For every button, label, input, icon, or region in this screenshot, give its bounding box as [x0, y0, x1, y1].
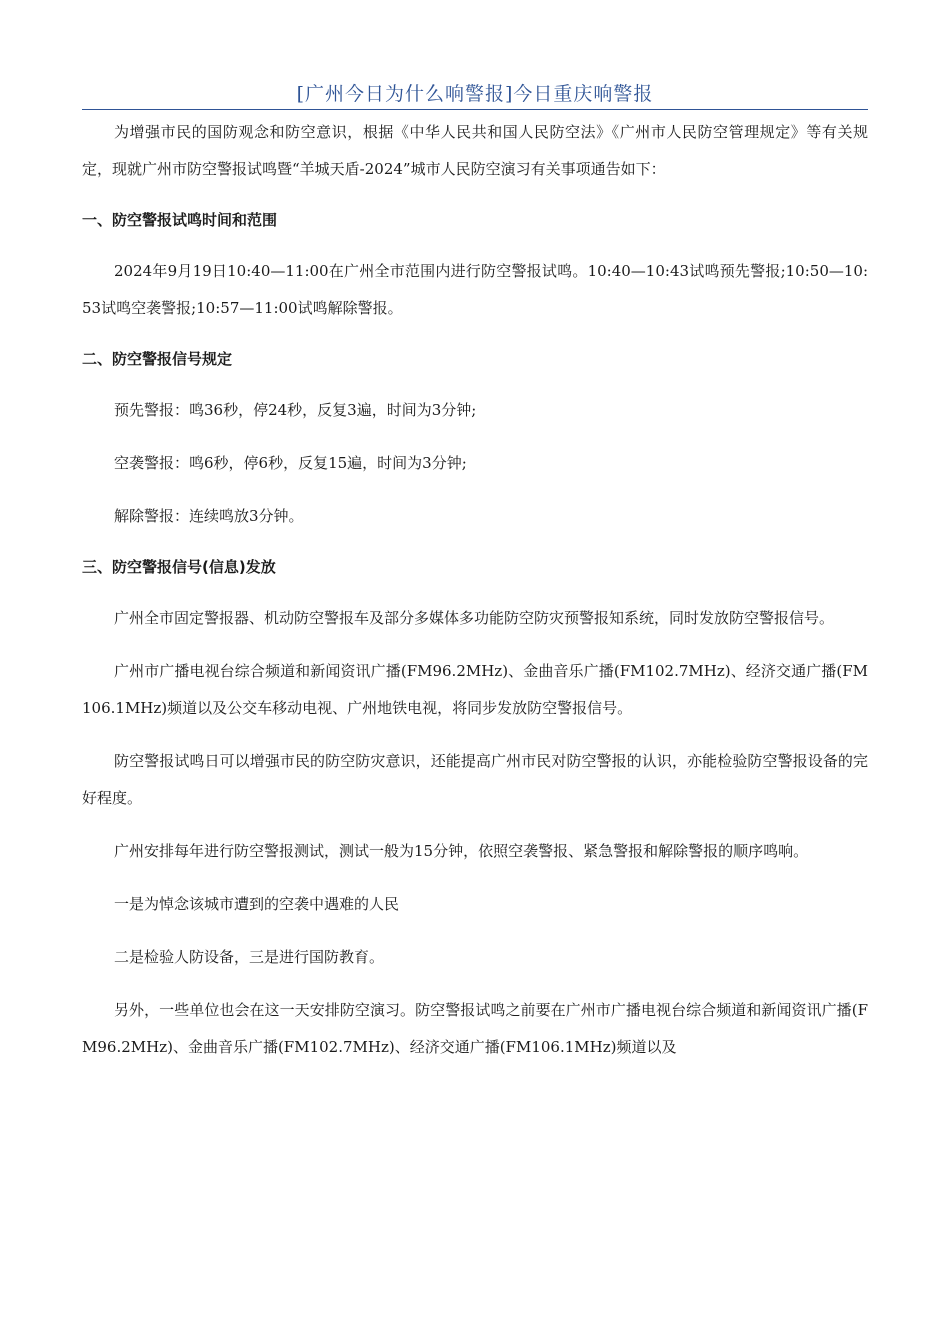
intro-paragraph: 为增强市民的国防观念和防空意识，根据《中华人民共和国人民防空法》《广州市人民防空管理规定》等有关规定，现就广州市防空警报试鸣暨“羊城天盾-2024”城市人民防空演习有关事项通告如下：	[82, 123, 868, 178]
paragraph-air-raid-alarm: 空袭警报：鸣6秒，停6秒，反复15遍，时间为3分钟;	[114, 454, 467, 472]
paragraph-reason-two: 二是检验人防设备，三是进行国防教育。	[114, 948, 385, 966]
paragraph-reason-one: 一是为悼念该城市遭到的空袭中遇难的人民	[114, 895, 400, 913]
title-underline	[82, 109, 868, 110]
document-title: [广州今日为什么响警报]今日重庆响警报	[296, 83, 654, 105]
paragraph-drills: 另外，一些单位也会在这一天安排防空演习。防空警报试鸣之前要在广州市广播电视台综合频道和新闻资讯广播(FM96.2MHz)、金曲音乐广播(FM102.7MHz)、经济交通广播(FM106.1MHz)频道以及	[82, 1001, 868, 1056]
paragraph-broadcast: 广州市广播电视台综合频道和新闻资讯广播(FM96.2MHz)、金曲音乐广播(FM102.7MHz)、经济交通广播(FM106.1MHz)频道以及公交车移动电视、广州地铁电视，将同步发放防空警报信号。	[82, 662, 868, 717]
section-heading-3: 三、防空警报信号(信息)发放	[82, 558, 276, 576]
paragraph-release-alarm: 解除警报：连续鸣放3分钟。	[114, 507, 304, 525]
section-heading-1: 一、防空警报试鸣时间和范围	[82, 211, 278, 229]
section-heading-2: 二、防空警报信号规定	[82, 350, 233, 368]
document-body	[82, 114, 868, 1066]
paragraph-fixed-alarms: 广州全市固定警报器、机动防空警报车及部分多媒体多功能防空防灾预警报知系统，同时发放防空警报信号。	[114, 609, 835, 627]
paragraph-test-time: 2024年9月19日10:40—11:00在广州全市范围内进行防空警报试鸣。10:40—10:43试鸣预先警报;10:50—10:53试鸣空袭警报;10:57—11:00试鸣解除警报。	[82, 262, 868, 317]
paragraph-annual-test: 广州安排每年进行防空警报测试，测试一般为15分钟，依照空袭警报、紧急警报和解除警报的顺序鸣响。	[114, 842, 809, 860]
paragraph-awareness: 防空警报试鸣日可以增强市民的防空防灾意识，还能提高广州市民对防空警报的认识，亦能检验防空警报设备的完好程度。	[82, 752, 868, 807]
paragraph-pre-alarm: 预先警报：鸣36秒，停24秒，反复3遍，时间为3分钟;	[114, 401, 477, 419]
